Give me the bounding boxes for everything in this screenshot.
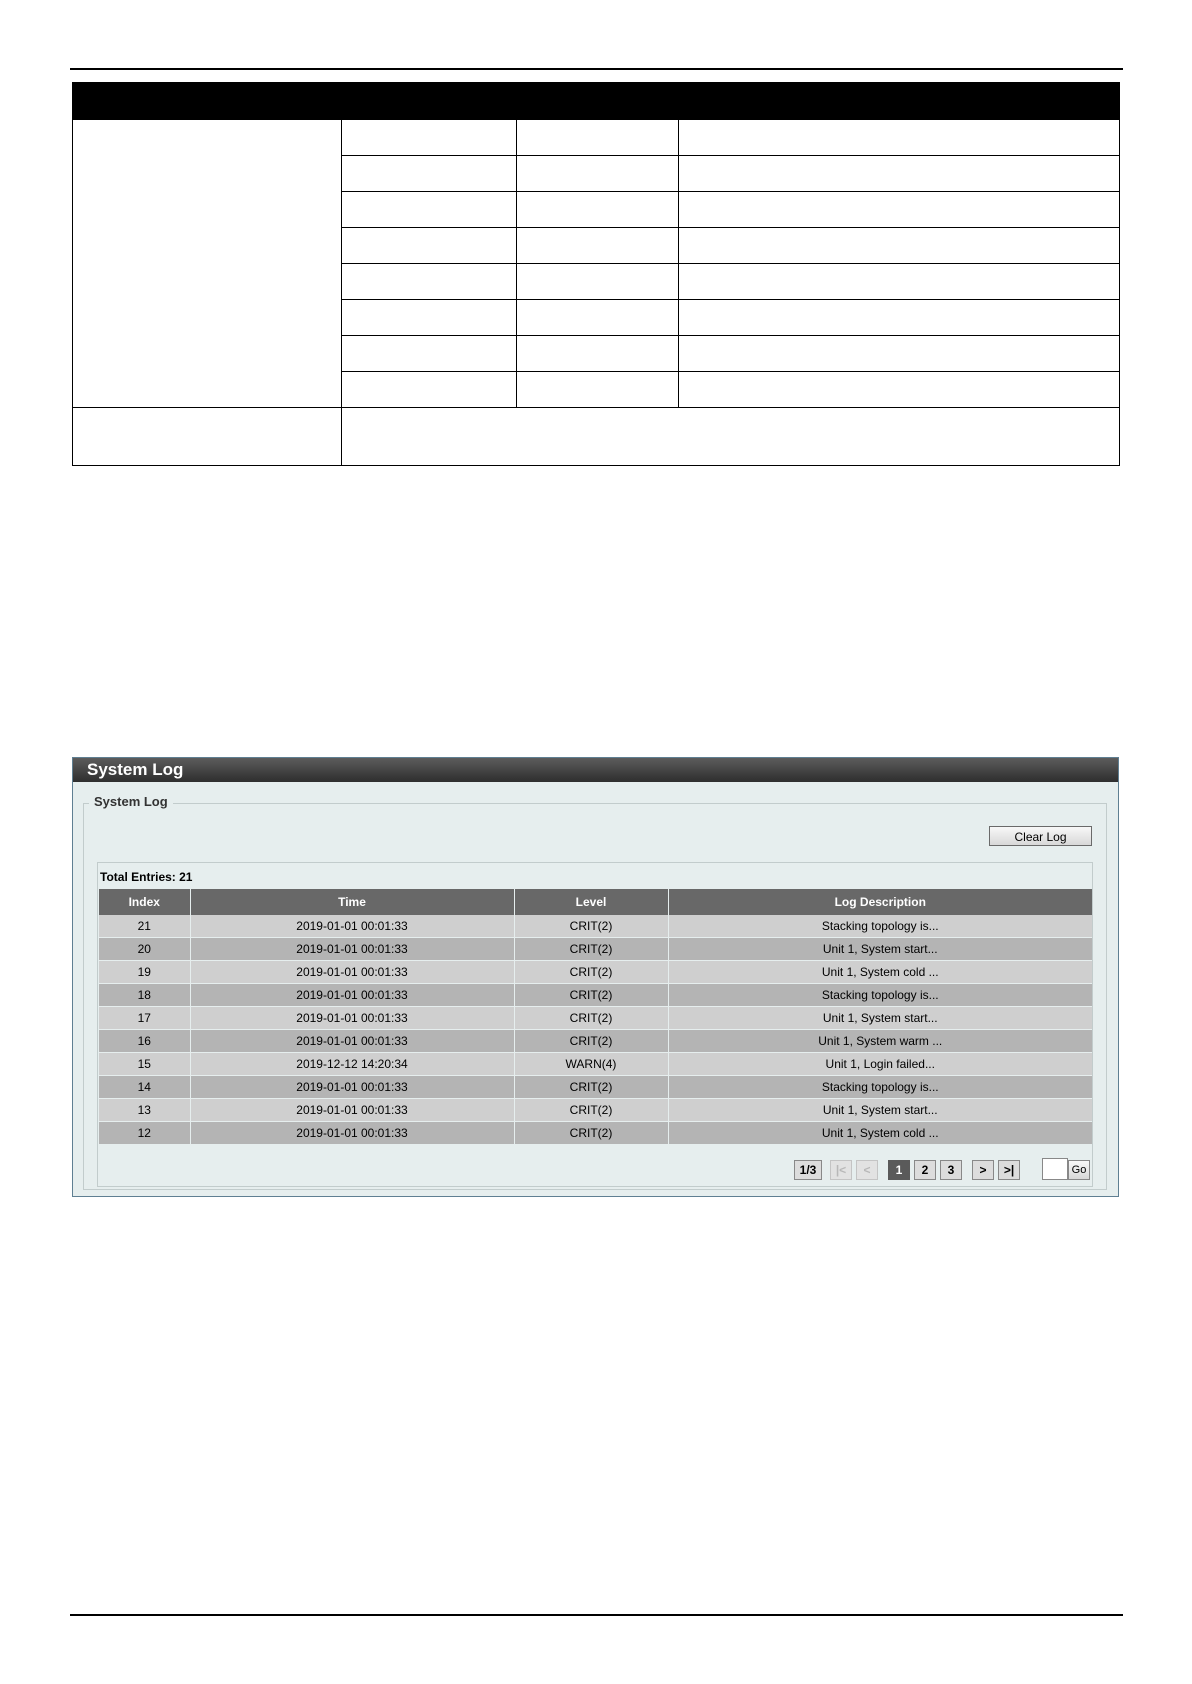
cell-index: 20: [99, 938, 190, 961]
header-cell: [342, 83, 517, 120]
header-rule: [70, 68, 1123, 70]
cell-time: 2019-01-01 00:01:33: [190, 1030, 514, 1053]
cell-index: 21: [99, 915, 190, 938]
table-row: [73, 120, 1120, 156]
clear-log-button[interactable]: Clear Log: [989, 826, 1092, 846]
table-cell: [517, 120, 679, 156]
total-entries: Total Entries: 21: [100, 870, 193, 884]
table-cell: [679, 120, 1120, 156]
cell-level: CRIT(2): [514, 1099, 668, 1122]
parameter-table: [72, 82, 1120, 466]
description-cell: [342, 408, 1120, 466]
table-row: [73, 408, 1120, 466]
cell-time: 2019-12-12 14:20:34: [190, 1053, 514, 1076]
column-header-time: Time: [190, 889, 514, 915]
table-cell: [342, 120, 517, 156]
table-cell: [517, 264, 679, 300]
cell-level: CRIT(2): [514, 1076, 668, 1099]
cell-level: CRIT(2): [514, 915, 668, 938]
table-cell: [679, 156, 1120, 192]
table-cell: [517, 372, 679, 408]
cell-index: 18: [99, 984, 190, 1007]
table-row: [99, 938, 1092, 961]
table-cell: [342, 300, 517, 336]
cell-level: CRIT(2): [514, 1007, 668, 1030]
table-cell: [679, 192, 1120, 228]
cell-index: 12: [99, 1122, 190, 1145]
table-cell: [517, 336, 679, 372]
cell-description: Stacking topology is...: [668, 1076, 1092, 1099]
cell-level: CRIT(2): [514, 1122, 668, 1145]
table-cell: [517, 300, 679, 336]
cell-time: 2019-01-01 00:01:33: [190, 915, 514, 938]
table-cell: [342, 264, 517, 300]
cell-index: 16: [99, 1030, 190, 1053]
cell-index: 13: [99, 1099, 190, 1122]
cell-description: Unit 1, System cold ...: [668, 1122, 1092, 1145]
table-cell: [517, 156, 679, 192]
next-page-button[interactable]: >: [972, 1160, 994, 1180]
cell-level: CRIT(2): [514, 961, 668, 984]
table-cell: [342, 336, 517, 372]
prev-page-button[interactable]: <: [856, 1160, 878, 1180]
page-3-button[interactable]: 3: [940, 1160, 962, 1180]
table-cell: [517, 228, 679, 264]
page-2-button[interactable]: 2: [914, 1160, 936, 1180]
cell-time: 2019-01-01 00:01:33: [190, 1099, 514, 1122]
table-cell: [517, 192, 679, 228]
table-cell: [679, 336, 1120, 372]
cell-description: Unit 1, System start...: [668, 1099, 1092, 1122]
cell-description: Unit 1, System start...: [668, 938, 1092, 961]
cell-index: 14: [99, 1076, 190, 1099]
cell-level: CRIT(2): [514, 984, 668, 1007]
cell-level: CRIT(2): [514, 938, 668, 961]
column-header-index: Index: [99, 889, 190, 915]
cell-description: Unit 1, Login failed...: [668, 1053, 1092, 1076]
column-header-level: Level: [514, 889, 668, 915]
header-cell: [679, 83, 1120, 120]
log-table: [99, 889, 1092, 1145]
cell-description: Unit 1, System start...: [668, 1007, 1092, 1030]
cell-time: 2019-01-01 00:01:33: [190, 938, 514, 961]
footer-rule: [70, 1614, 1123, 1616]
cell-description: Unit 1, System cold ...: [668, 961, 1092, 984]
table-row: [99, 1007, 1092, 1030]
cell-time: 2019-01-01 00:01:33: [190, 961, 514, 984]
table-row: [99, 961, 1092, 984]
cell-description: Stacking topology is...: [668, 915, 1092, 938]
cell-description: Stacking topology is...: [668, 984, 1092, 1007]
fieldset-legend: System Log: [89, 794, 173, 809]
cell-time: 2019-01-01 00:01:33: [190, 1076, 514, 1099]
log-table-header: [99, 889, 1092, 915]
last-page-button[interactable]: >|: [998, 1160, 1020, 1180]
table-cell: [679, 228, 1120, 264]
page-indicator: 1/3: [794, 1160, 822, 1180]
table-cell: [679, 264, 1120, 300]
table-row: [99, 1099, 1092, 1122]
parameter-cell: [73, 120, 342, 408]
panel-title: System Log: [73, 758, 1118, 782]
table-row: [99, 984, 1092, 1007]
first-page-button[interactable]: |<: [830, 1160, 852, 1180]
cell-description: Unit 1, System warm ...: [668, 1030, 1092, 1053]
cell-time: 2019-01-01 00:01:33: [190, 984, 514, 1007]
cell-time: 2019-01-01 00:01:33: [190, 1007, 514, 1030]
table-cell: [342, 156, 517, 192]
parameter-table-header: [73, 83, 1120, 120]
cell-index: 19: [99, 961, 190, 984]
table-row: [99, 1122, 1092, 1145]
page-1-button[interactable]: 1: [888, 1160, 910, 1180]
table-cell: [679, 300, 1120, 336]
table-cell: [679, 372, 1120, 408]
column-header-description: Log Description: [668, 889, 1092, 915]
cell-level: WARN(4): [514, 1053, 668, 1076]
table-cell: [342, 192, 517, 228]
table-cell: [342, 228, 517, 264]
cell-index: 17: [99, 1007, 190, 1030]
cell-time: 2019-01-01 00:01:33: [190, 1122, 514, 1145]
page-number-input[interactable]: [1042, 1158, 1068, 1180]
cell-level: CRIT(2): [514, 1030, 668, 1053]
go-button[interactable]: Go: [1068, 1160, 1090, 1180]
header-cell: [517, 83, 679, 120]
table-cell: [342, 372, 517, 408]
table-row: [99, 915, 1092, 938]
parameter-cell: [73, 408, 342, 466]
table-row: [99, 1030, 1092, 1053]
table-row: [99, 1053, 1092, 1076]
cell-index: 15: [99, 1053, 190, 1076]
table-row: [99, 1076, 1092, 1099]
system-log-panel: [72, 757, 1119, 1197]
header-cell: [73, 83, 342, 120]
